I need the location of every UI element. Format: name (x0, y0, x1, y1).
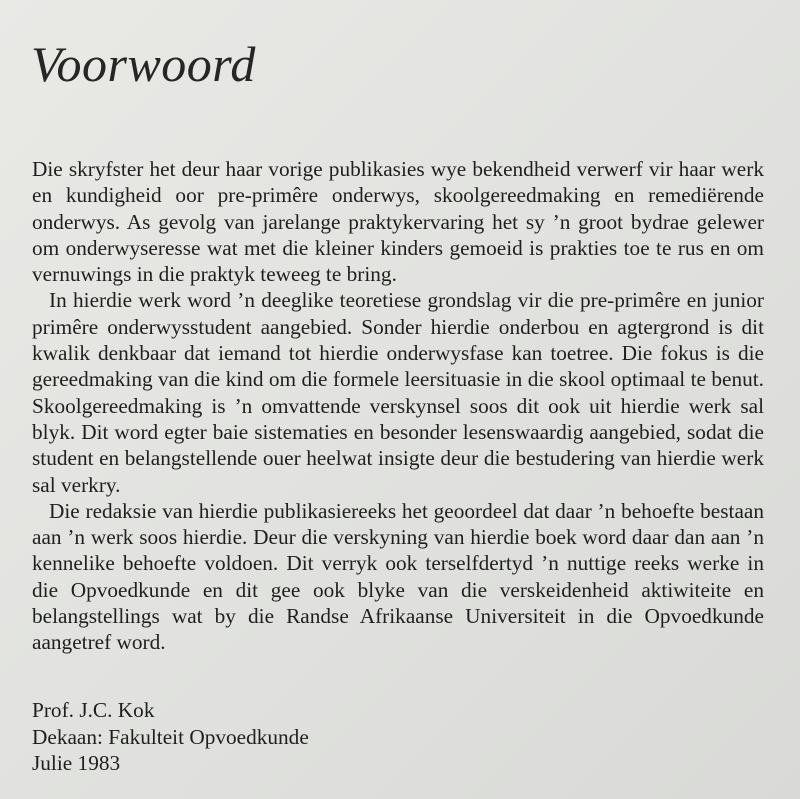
paragraph-3: Die redaksie van hierdie publikasiereeks het geoordeel dat daar ’n behoefte bestaan aan ’n werk soos hierdie. Deur die verskyning van hierdie boek word daar dan aan ’n kennelike behoefte voldoen. Dit verryk ook terselfdertyd ’n nuttige reeks werke in die Opvoedkunde en dit gee ook blyke van die verskeidenheid aktiwiteite en belangstellings wat by die Randse Afrikaanse Universiteit in die Opvoedkunde aangetref word. (32, 498, 764, 655)
foreword-body (32, 156, 764, 656)
page-title: Voorwoord (31, 36, 256, 92)
paragraph-2: In hierdie werk word ’n deeglike teoretiese grondslag vir die pre-primêre en junior primêre onderwysstudent aangebied. Sonder hierdie onderbou en agtergrond is dit kwalik denkbaar dat iemand tot hierdie onderwysfase kan toetree. Die fokus is die gereedmaking van die kind om die formele leersituasie in die skool optimaal te benut. Skoolgereedmaking is ’n omvattende verskynsel soos dit ook uit hierdie werk sal blyk. Dit word egter baie sistematies en besonder lesenswaardig aangebied, sodat die student en belangstellende ouer heelwat insigte deur die bestudering van hierdie werk sal verkry. (32, 288, 764, 497)
signature-block (32, 697, 309, 777)
paragraph-1: Die skryfster het deur haar vorige publikasies wye bekendheid verwerf vir haar werk en kundigheid oor pre-primêre onderwys, skoolgereedmaking en remediërende onderwys. As gevolg van jarelange praktykervaring het sy ’n groot bydrae gelewer om onderwyseresse wat met die kleiner kinders gemoeid is prakties toe te rus en om vernuwings in die praktyk teweeg te bring. (32, 157, 764, 287)
signature-date: Julie 1983 (32, 751, 121, 775)
signatory-position: Dekaan: Fakulteit Opvoedkunde (32, 724, 309, 749)
signatory-name: Prof. J.C. Kok (32, 698, 155, 722)
